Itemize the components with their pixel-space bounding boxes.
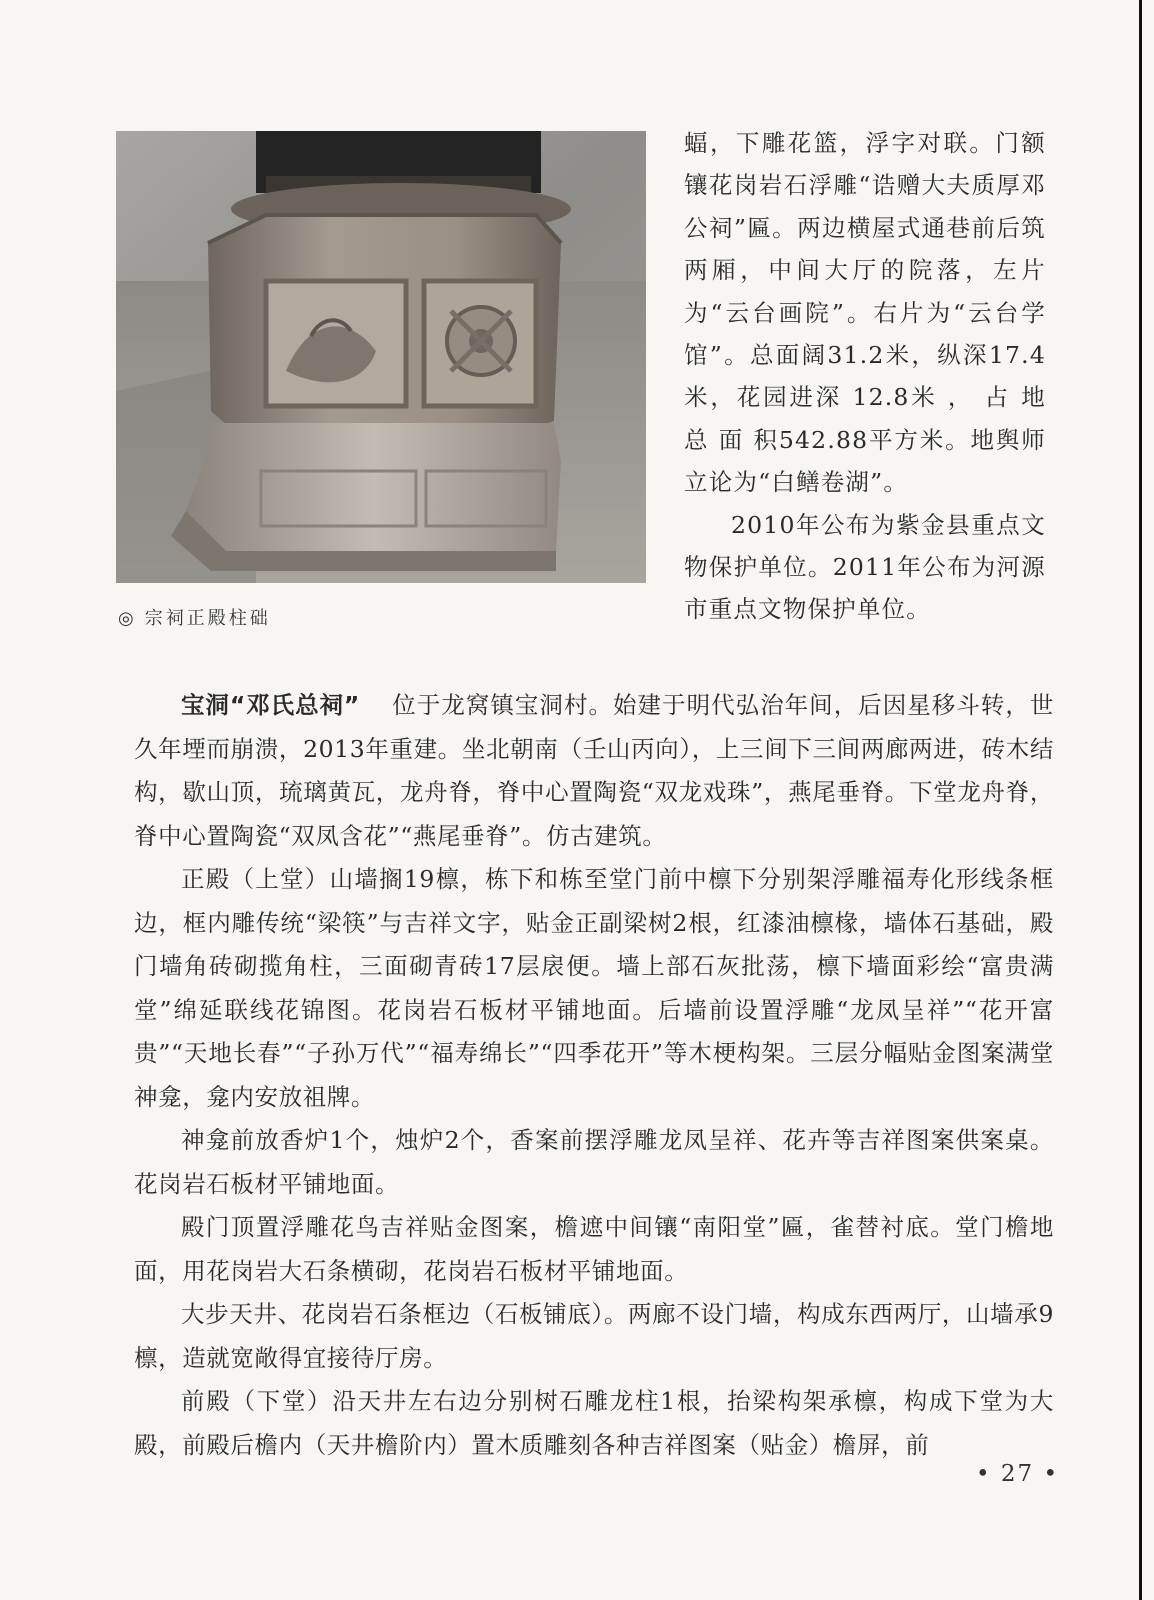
column-base-photo [116,131,646,583]
body-paragraph-text: 位于龙窝镇宝洞村。始建于明代弘治年间，后因星移斗转，世久年堙而崩溃，2013年重建。坐北朝南（壬山丙向），上三间下三间两廊两进，砖木结构，歇山顶，琉璃黄瓦，龙舟脊，脊中心置陶瓷“双龙戏珠”，燕尾垂脊。下堂龙舟脊，脊中心置陶瓷“双凤含花”“燕尾垂脊”。仿古建筑。 [134,691,1054,850]
body-paragraph: 神龛前放香炉1个，烛炉2个，香案前摆浮雕龙凤呈祥、花卉等吉祥图案供案桌。花岗岩石板材平铺地面。 [134,1126,1054,1198]
right-column-paragraph: 2010年公布为紫金县重点文物保护单位。2011年公布为河源市重点文物保护单位。 [684,510,1046,624]
body-paragraph: 前殿（下堂）沿天井左右边分别树石雕龙柱1根，抬梁构架承檩，构成下堂为大殿，前殿后檐内（天井檐阶内）置木质雕刻各种吉祥图案（贴金）檐屏，前 [134,1387,1054,1459]
right-column-text [684,122,1046,631]
body-paragraph: 大步天井、花岗岩石条框边（石板铺底）。两廊不设门墙，构成东西两厅，山墙承9檩，造就宽敞得宜接待厅房。 [134,1300,1054,1372]
body-text [134,684,1054,1467]
body-paragraph: 正殿（上堂）山墙搁19檩，栋下和栋至堂门前中檩下分别架浮雕福寿化形线条框边，框内雕传统“梁筷”与吉祥文字，贴金正副梁树2根，红漆油檩椽，墙体石基础，殿门墙角砖砌揽角柱，三面砌青砖17层扆便。墙上部石灰批荡，檩下墙面彩绘“富贵满堂”绵延联线花锦图。花岗岩石板材平铺地面。后墙前设置浮雕“龙凤呈祥”“花开富贵”“天地长春”“子孙万代”“福寿绵长”“四季花开”等木梗构架。三层分幅贴金图案满堂神龛，龛内安放祖牌。 [134,865,1054,1111]
page-number: • 27 • [976,1461,1060,1487]
scan-edge-line [1139,0,1142,1600]
column-base-photo-drawing [116,131,646,583]
figure-caption [118,604,618,630]
body-paragraph: 殿门顶置浮雕花鸟吉祥贴金图案，檐遮中间镶“南阳堂”匾，雀替衬底。堂门檐地面，用花岗岩大石条横砌，花岗岩石板材平铺地面。 [134,1213,1054,1285]
body-paragraph [134,684,1054,858]
right-column-paragraph: 蝠，下雕花篮，浮字对联。门额镶花岗岩石浮雕“诰赠大夫质厚邓公祠”匾。两边横屋式通巷前后筑两厢，中间大厅的院落，左片为“云台画院”。右片为“云台学馆”。总面阔31.2米，纵深17.4米，花园进深 12.8米 ， 占 地 总 面 积542.88平方米。地舆师立论为“白鳝卷湖”。 [684,129,1046,497]
caption-text: 宗祠正殿柱础 [144,608,271,629]
caption-mark: ◎ [118,608,137,629]
section-heading: 宝洞“邓氏总祠” [181,691,360,719]
